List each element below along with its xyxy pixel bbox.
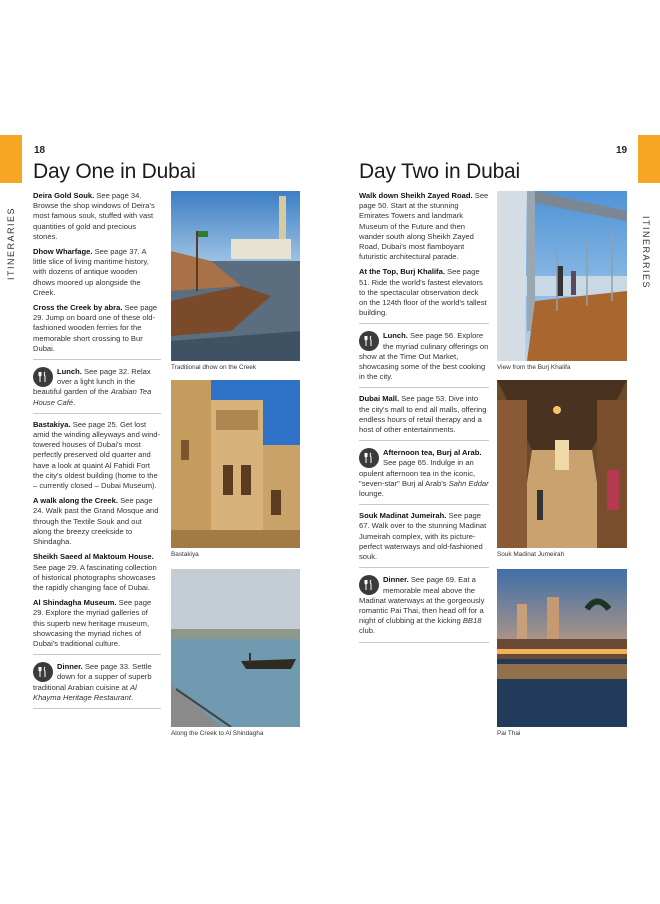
photo-creek-shindagha [171,569,300,727]
entry-bastakiya: Bastakiya. See page 25. Get lost amid the winding alleyways and wind-towered houses of Dubai's most perfectly preserved old quarter and have a look at quaint Al Fahidi Fort the city's oldest building (home to the – currently closed – Dubai Museum). [33,419,161,491]
fork-knife-icon [359,448,379,468]
entry-dubai-mall: Dubai Mall. See page 53. Dive into the city's mall to end all malls, offering endless hours of retail therapy and a host of other entertainments. [359,394,487,435]
entry-dhow-wharfage: Dhow Wharfage. See page 37. A little slice of living maritime history, with dozens of antique wooden dhows moored up alongside the Creek. [33,247,149,297]
entry-deira-gold-souk: Deira Gold Souk. See page 34. Browse the shop windows of Deira's most famous souk, stuffed with vast quantities of gold and precious stones. [33,191,155,241]
divider [359,323,489,324]
entry-al-shindagha-museum: Al Shindagha Museum. See page 29. Explore the myriad galleries of this superb new heritage museum, showcasing the myriad riches of Dubai's traditional culture. [33,598,152,648]
left-text-column [33,191,161,715]
divider [359,567,489,568]
divider [359,440,489,441]
dinner-box-right: Dinner. See page 69. Eat a memorable meal above the Madinat waterways at the gorgeously romantic Pai Thai, then head off for a night of clubbing at the kicking BB18 club. [359,575,485,636]
lunch-box-left: Lunch. See page 32. Relax over a light lunch in the beautiful garden of the Arabian Tea House Café. [33,367,152,407]
entry-sheikh-zayed-road: Walk down Sheikh Zayed Road. See page 50. Start at the stunning Emirates Towers and landmark Museum of the Future and then wander south along Sheikh Zayed Road, Dubai's most flamboyant futuristic architectural parade. [359,191,489,262]
photo-dhow-creek [171,191,300,361]
right-text-column [359,191,489,649]
photo-souk-madinat [497,380,627,548]
tea-box-right: Afternoon tea, Burj al Arab. See page 65. Indulge in an opulent afternoon tea in the iconic, "seven-star" Burj al Arab's Sahn Eddar lounge. [359,448,489,499]
page-number-left: 18 [34,145,46,156]
caption-souk-madinat: Souk Madinat Jumeirah [497,551,565,558]
entry-burj-khalifa: At the Top, Burj Khalifa. See page 51. Ride the world's fastest elevators to the spectacular observation deck on the 124th floor of the world's tallest building. [359,267,487,318]
dinner-box-left: Dinner. See page 33. Settle down for a supper of superb traditional Arabian cuisine at Al Khayma Heritage Restaurant. [33,662,152,702]
lunch-box-right: Lunch. See page 56. Explore the myriad culinary offerings on show at the Time Out Market, showcasing some of the best cooking in the city. [359,331,489,382]
caption-burj-khalifa: View from the Burj Khalifa [497,364,571,371]
fork-knife-icon [33,662,53,682]
section-label-left: ITINERARIES [6,206,16,280]
page-number-right: 19 [616,145,628,156]
caption-pai-thai: Pai Thai [497,730,521,737]
caption-bastakiya: Bastakiya [171,551,199,558]
divider [33,708,161,709]
divider [33,654,161,655]
caption-dhow: Traditional dhow on the Creek [171,364,257,371]
fork-knife-icon [359,575,379,595]
section-tab-right [638,135,660,183]
page-title-right: Day Two in Dubai [359,160,520,183]
fork-knife-icon [359,331,379,351]
fork-knife-icon [33,367,53,387]
photo-pai-thai [497,569,627,727]
entry-cross-creek: Cross the Creek by abra. See page 29. Jump on board one of these old-fashioned wooden ferries for the memorable short crossing to Bur Dubai. [33,303,158,353]
caption-creek-shindagha: Along the Creek to Al Shindagha [171,730,264,737]
page-title-left: Day One in Dubai [33,160,196,183]
entry-sheikh-saeed-house: Sheikh Saeed al Maktoum House. See page 29. A fascinating collection of historical photographs showcases the rapidly changing face of Dubai. [33,552,157,592]
section-tab-left [0,135,22,183]
entry-souk-madinat: Souk Madinat Jumeirah. See page 67. Walk over to the stunning Madinat Jumeirah complex, with its picture-perfect waterways and old-fashioned souk. [359,511,487,562]
photo-bastakiya [171,380,300,548]
entry-creek-walk: A walk along the Creek. See page 24. Walk past the Grand Mosque and through the Textile Souk and out along the breezy creekside to Shindagha. [33,496,159,547]
divider [359,387,489,388]
divider [33,413,161,414]
divider [359,642,489,643]
divider [33,359,161,360]
photo-burj-khalifa-view [497,191,627,361]
section-label-right: ITINERARIES [641,216,651,290]
divider [359,504,489,505]
